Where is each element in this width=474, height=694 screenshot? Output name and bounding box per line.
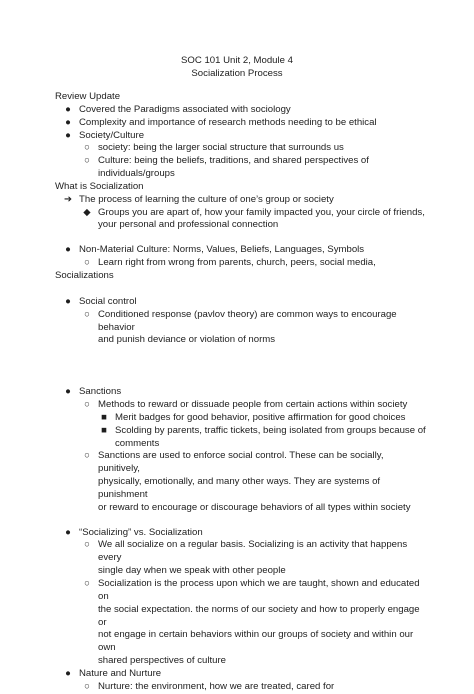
list-item: ➔ The process of learning the culture of one’s group or society (63, 193, 334, 205)
circle-marker: ○ (84, 142, 90, 154)
list-item: ● “Socializing” vs. Socialization (55, 527, 427, 540)
diamond-marker: ◆ (83, 206, 91, 218)
socializations-heading: Socializations (55, 269, 114, 281)
document-body (55, 91, 427, 694)
list-item: ○ Socialization is the process upon which we are taught, shown and educated on (55, 578, 427, 604)
list-item: ● Sanctions (55, 386, 427, 399)
list-item-continuation: or reward to encourage or discourage behaviors of all types within society (98, 501, 411, 513)
list-item-continuation: physically, emotionally, and many other ways. They are systems of punishment (98, 476, 381, 500)
bullet-marker: ● (65, 103, 71, 115)
list-item: ● Non-Material Culture: Norms, Values, Beliefs, Languages, Symbols (55, 244, 427, 257)
list-item-continuation: single day when we speak with other people (98, 565, 286, 577)
list-item: ● Complexity and importance of research methods needing to be ethical (55, 117, 427, 130)
list-item: ○ Nurture: the environment, how we are treated, cared for (55, 681, 427, 694)
list-item-continuation: shared perspectives of culture (98, 655, 226, 667)
circle-marker: ○ (84, 308, 90, 320)
arrow-marker: ➔ (63, 193, 73, 205)
bullet-marker: ● (65, 526, 71, 538)
review-update-heading: Review Update (55, 91, 121, 102)
list-item-continuation: comments (115, 437, 160, 449)
what-is-socialization-heading: What is Socialization (55, 180, 144, 192)
circle-marker: ○ (84, 399, 90, 411)
bullet-marker: ● (65, 129, 71, 141)
document-subtitle: Socialization Process (191, 68, 283, 79)
list-item: ○ We all socialize on a regular basis. Socializing is an activity that happens every (55, 539, 427, 565)
list-item: ○ Culture: being the beliefs, traditions, and shared perspectives of (55, 155, 427, 168)
bullet-marker: ● (65, 667, 71, 679)
circle-marker: ○ (84, 257, 90, 269)
list-item: ■ Scolding by parents, traffic tickets, being isolated from groups because of (55, 425, 427, 438)
bullet-marker: ● (65, 386, 71, 398)
list-item: ○ society: being the larger social structure that surrounds us (55, 142, 427, 155)
list-item: ● Social control (55, 296, 427, 309)
document-title: SOC 101 Unit 2, Module 4 (181, 55, 293, 66)
circle-marker: ○ (84, 578, 90, 589)
list-item: ◆ Groups you are apart of, how your family impacted you, your circle of friends, (55, 207, 427, 220)
list-item-continuation: not engage in certain behaviors within our groups of society and within our own (98, 629, 414, 654)
list-item: ○ Conditioned response (pavlov theory) are common ways to encourage behavior (55, 309, 427, 335)
list-item: ○ Learn right from wrong from parents, church, peers, social media, (55, 257, 427, 270)
list-item: ● Society/Culture (55, 130, 427, 143)
list-item-continuation: your personal and professional connection (98, 219, 279, 231)
list-item-continuation: and punish deviance or violation of norms (98, 334, 276, 346)
bullet-marker: ● (65, 244, 71, 256)
list-item: ○ Methods to reward or dissuade people from certain actions within society (55, 399, 427, 412)
square-marker: ■ (101, 424, 107, 436)
list-item: ○ Sanctions are used to enforce social control. These can be socially, punitively, (55, 450, 427, 476)
list-item-continuation: the social expectation. the norms of our society and how to properly engage or (98, 603, 420, 628)
list-item-continuation: individuals/groups (98, 168, 175, 180)
bullet-marker: ● (65, 295, 71, 307)
list-item: ■ Merit badges for good behavior, positive affirmation for good choices (55, 412, 427, 425)
list-item: ● Nature and Nurture (55, 668, 427, 681)
circle-marker: ○ (84, 450, 90, 462)
circle-marker: ○ (84, 155, 90, 167)
square-marker: ■ (101, 411, 107, 423)
list-item: ● Covered the Paradigms associated with sociology (55, 104, 427, 117)
circle-marker: ○ (84, 680, 90, 692)
bullet-marker: ● (65, 116, 71, 128)
circle-marker: ○ (84, 539, 90, 551)
